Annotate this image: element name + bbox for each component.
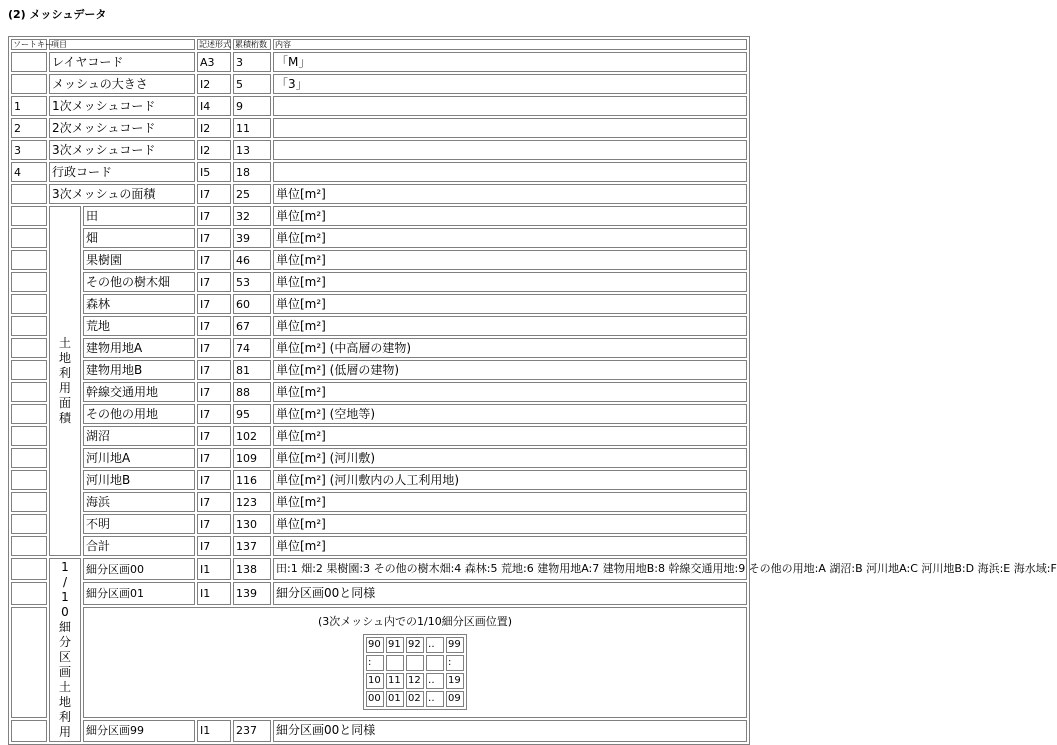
content-cell: 細分区画00と同様 [273, 720, 747, 742]
content-cell: 単位[m²] [273, 536, 747, 556]
grid-cell: 00 [366, 691, 384, 707]
land-use-row [11, 536, 747, 556]
subdivision-grid [363, 634, 467, 710]
land-use-group-label: 土 地 利 用 面 積 [49, 206, 81, 556]
sort-key-cell [11, 52, 47, 72]
sort-key-cell [11, 272, 47, 292]
format-cell: I7 [197, 272, 231, 292]
section-heading: (2) メッシュデータ [8, 8, 107, 21]
content-cell [273, 162, 747, 182]
format-cell: I2 [197, 118, 231, 138]
content-cell: 単位[m²] (低層の建物) [273, 360, 747, 380]
grid-cell: 91 [386, 637, 404, 653]
content-cell: 田:1 畑:2 果樹園:3 その他の樹木畑:4 森林:5 荒地:6 建物用地A:7 建物用地B:8 幹線交通用地:9 その他の用地:A 湖沼:B 河川地A:C 河川地B:D 海浜:E 海水域:F [273, 558, 747, 580]
land-use-row [11, 250, 747, 270]
digits-cell: 11 [233, 118, 271, 138]
header-row [11, 39, 747, 50]
grid-row [366, 673, 464, 689]
land-use-row [11, 338, 747, 358]
digits-cell: 3 [233, 52, 271, 72]
content-cell: 単位[m²] [273, 294, 747, 314]
format-cell: I7 [197, 184, 231, 204]
digits-cell: 9 [233, 96, 271, 116]
format-cell: I7 [197, 316, 231, 336]
item-cell: 不明 [83, 514, 195, 534]
item-cell: その他の樹木畑 [83, 272, 195, 292]
item-cell: 湖沼 [83, 426, 195, 446]
content-cell [273, 118, 747, 138]
content-cell: 単位[m²] (河川敷内の人工利用地) [273, 470, 747, 490]
grid-cell: 99 [446, 637, 464, 653]
grid-cell: 19 [446, 673, 464, 689]
item-cell: 建物用地A [83, 338, 195, 358]
grid-cell: 01 [386, 691, 404, 707]
land-use-row [11, 404, 747, 424]
digits-cell: 123 [233, 492, 271, 512]
format-cell: I7 [197, 360, 231, 380]
format-cell: I7 [197, 404, 231, 424]
sort-key-cell [11, 492, 47, 512]
format-cell: I7 [197, 206, 231, 226]
grid-diagram-cell [83, 607, 747, 718]
content-cell [273, 140, 747, 160]
digits-cell: 25 [233, 184, 271, 204]
digits-cell: 81 [233, 360, 271, 380]
grid-diagram-row [11, 607, 747, 718]
content-cell: 「M」 [273, 52, 747, 72]
sort-key-cell [11, 404, 47, 424]
digits-cell: 95 [233, 404, 271, 424]
sort-key-cell [11, 514, 47, 534]
item-cell: 海浜 [83, 492, 195, 512]
item-cell: 建物用地B [83, 360, 195, 380]
format-cell: I7 [197, 448, 231, 468]
format-cell: I2 [197, 74, 231, 94]
digits-cell: 139 [233, 582, 271, 604]
digits-cell: 109 [233, 448, 271, 468]
digits-cell: 116 [233, 470, 271, 490]
item-cell: 3次メッシュの面積 [49, 184, 195, 204]
subdivision-row [11, 720, 747, 742]
digits-cell: 32 [233, 206, 271, 226]
digits-cell: 39 [233, 228, 271, 248]
header-sort-key: ソートキー [13, 40, 53, 49]
item-cell: 森林 [83, 294, 195, 314]
format-cell: I1 [197, 558, 231, 580]
land-use-row [11, 448, 747, 468]
content-cell: 単位[m²] [273, 382, 747, 402]
digits-cell: 53 [233, 272, 271, 292]
sort-key-cell: 3 [11, 140, 47, 160]
digits-cell: 13 [233, 140, 271, 160]
grid-cell: 09 [446, 691, 464, 707]
table-row [11, 162, 747, 182]
grid-cell: ‥ [426, 637, 444, 653]
grid-cell: 10 [366, 673, 384, 689]
sort-key-cell [11, 228, 47, 248]
subdivision-row [11, 582, 747, 604]
sort-key-cell [11, 360, 47, 380]
sort-key-cell [11, 448, 47, 468]
digits-cell: 5 [233, 74, 271, 94]
item-cell: 果樹園 [83, 250, 195, 270]
item-cell: 荒地 [83, 316, 195, 336]
format-cell: I4 [197, 96, 231, 116]
format-cell: I7 [197, 536, 231, 556]
land-use-row [11, 316, 747, 336]
grid-row [366, 655, 464, 671]
land-use-row [11, 206, 747, 226]
item-cell: 畑 [83, 228, 195, 248]
land-use-row [11, 294, 747, 314]
grid-cell: : [366, 655, 384, 671]
grid-cell [426, 655, 444, 671]
sort-key-cell [11, 206, 47, 226]
sort-key-cell [11, 382, 47, 402]
content-cell: 単位[m²] [273, 272, 747, 292]
content-cell: 単位[m²] (空地等) [273, 404, 747, 424]
grid-caption: (3次メッシュ内での1/10細分区画位置) [317, 614, 513, 628]
table-row [11, 140, 747, 160]
item-cell: メッシュの大きさ [49, 74, 195, 94]
grid-cell: 11 [386, 673, 404, 689]
digits-cell: 88 [233, 382, 271, 402]
format-cell: I2 [197, 140, 231, 160]
grid-cell: ‥ [426, 673, 444, 689]
land-use-row [11, 382, 747, 402]
land-use-row [11, 272, 747, 292]
sort-key-cell [11, 470, 47, 490]
header-content: 内容 [273, 39, 747, 50]
digits-cell: 237 [233, 720, 271, 742]
format-cell: I5 [197, 162, 231, 182]
sort-key-cell [11, 582, 47, 604]
format-cell: A3 [197, 52, 231, 72]
land-use-row [11, 228, 747, 248]
subdivision-row [11, 558, 747, 580]
sort-key-cell [11, 316, 47, 336]
digits-cell: 46 [233, 250, 271, 270]
grid-cell: : [446, 655, 464, 671]
digits-cell: 74 [233, 338, 271, 358]
land-use-row [11, 470, 747, 490]
content-cell: 単位[m²] [273, 250, 747, 270]
sort-key-cell [11, 338, 47, 358]
grid-cell: 92 [406, 637, 424, 653]
item-cell: 細分区画99 [83, 720, 195, 742]
item-cell: 2次メッシュコード [49, 118, 195, 138]
format-cell: I7 [197, 514, 231, 534]
item-cell: 幹線交通用地 [83, 382, 195, 402]
item-cell: 1次メッシュコード [49, 96, 195, 116]
content-cell: 単位[m²] (中高層の建物) [273, 338, 747, 358]
sort-key-cell [11, 558, 47, 580]
item-cell: レイヤコード [49, 52, 195, 72]
table-row [11, 184, 747, 204]
content-cell: 単位[m²] [273, 316, 747, 336]
grid-row [366, 637, 464, 653]
digits-cell: 102 [233, 426, 271, 446]
item-cell: 合計 [83, 536, 195, 556]
table-row [11, 96, 747, 116]
table-row [11, 74, 747, 94]
table-row [11, 52, 747, 72]
content-cell: 単位[m²] [273, 228, 747, 248]
format-cell: I7 [197, 294, 231, 314]
land-use-row [11, 360, 747, 380]
digits-cell: 130 [233, 514, 271, 534]
mesh-data-table [8, 36, 1057, 745]
grid-row [366, 691, 464, 707]
content-cell: 細分区画00と同様 [273, 582, 747, 604]
digits-cell: 138 [233, 558, 271, 580]
content-cell: 単位[m²] [273, 184, 747, 204]
header-format: 記述形式 [199, 40, 231, 49]
item-cell: 河川地A [83, 448, 195, 468]
item-cell: 細分区画00 [83, 558, 195, 580]
item-cell: 細分区画01 [83, 582, 195, 604]
content-cell: 単位[m²] [273, 206, 747, 226]
land-use-row [11, 514, 747, 534]
item-cell: 3次メッシュコード [49, 140, 195, 160]
sort-key-cell [11, 720, 47, 742]
sort-key-cell [11, 426, 47, 446]
format-cell: I7 [197, 492, 231, 512]
digits-cell: 137 [233, 536, 271, 556]
digits-cell: 18 [233, 162, 271, 182]
format-cell: I7 [197, 250, 231, 270]
subdivision-group-label: 1 / 1 0 細 分 区 画 土 地 利 用 [49, 558, 81, 742]
grid-cell: 90 [366, 637, 384, 653]
format-cell: I7 [197, 382, 231, 402]
sort-key-cell: 2 [11, 118, 47, 138]
content-cell: 単位[m²] [273, 426, 747, 446]
content-cell: 単位[m²] [273, 514, 747, 534]
item-cell: 河川地B [83, 470, 195, 490]
content-cell: 「3」 [273, 74, 747, 94]
sort-key-cell: 4 [11, 162, 47, 182]
item-cell: 田 [83, 206, 195, 226]
land-use-row [11, 492, 747, 512]
item-cell: その他の用地 [83, 404, 195, 424]
content-cell: 単位[m²] (河川敷) [273, 448, 747, 468]
land-use-row [11, 426, 747, 446]
sort-key-cell [11, 294, 47, 314]
sort-key-cell [11, 607, 47, 718]
format-cell: I1 [197, 582, 231, 604]
sort-key-cell [11, 184, 47, 204]
header-item: 項目 [49, 39, 195, 50]
grid-cell [406, 655, 424, 671]
sort-key-cell [11, 74, 47, 94]
format-cell: I1 [197, 720, 231, 742]
grid-cell: ‥ [426, 691, 444, 707]
content-cell [273, 96, 747, 116]
header-cumulative-digits: 累積桁数 [233, 39, 271, 50]
table-row [11, 118, 747, 138]
grid-cell [386, 655, 404, 671]
format-cell: I7 [197, 426, 231, 446]
format-cell: I7 [197, 470, 231, 490]
grid-cell: 12 [406, 673, 424, 689]
item-cell: 行政コード [49, 162, 195, 182]
content-cell: 単位[m²] [273, 492, 747, 512]
sort-key-cell [11, 536, 47, 556]
sort-key-cell [11, 250, 47, 270]
format-cell: I7 [197, 228, 231, 248]
format-cell: I7 [197, 338, 231, 358]
digits-cell: 67 [233, 316, 271, 336]
grid-cell: 02 [406, 691, 424, 707]
sort-key-cell: 1 [11, 96, 47, 116]
digits-cell: 60 [233, 294, 271, 314]
